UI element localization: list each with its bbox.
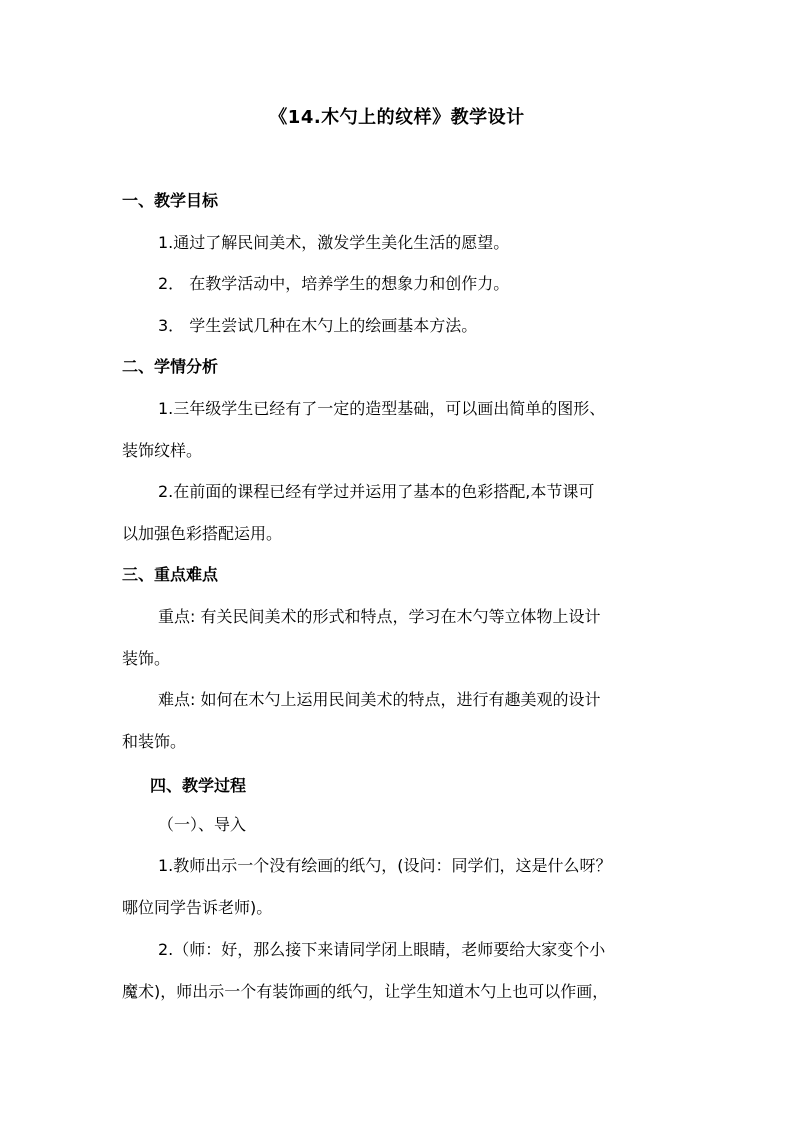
section-heading-teaching-process: 四、教学过程 [150, 776, 247, 795]
process-item-2-line-2: 魔术)，师出示一个有装饰画的纸勺，让学生知道木勺上也可以作画， [122, 982, 609, 1001]
analysis-item-2-line-1: 2.在前面的课程已经有学过并运用了基本的色彩搭配,本节课可 [158, 482, 595, 501]
difficult-point-line-1: 难点: 如何在木勺上运用民间美术的特点，进行有趣美观的设计 [158, 690, 601, 709]
section-heading-learner-analysis: 二、学情分析 [122, 357, 219, 376]
analysis-item-1-line-2: 装饰纹样。 [122, 441, 203, 460]
process-item-1-line-1: 1.教师出示一个没有绘画的纸勺，(设问：同学们，这是什么呀？ [158, 856, 612, 875]
goal-item-2: 2． 在教学活动中，培养学生的想象力和创作力。 [158, 274, 510, 293]
section-heading-key-difficult-points: 三、重点难点 [122, 565, 219, 584]
analysis-item-1-line-1: 1.三年级学生已经有了一定的造型基础，可以画出简单的图形、 [158, 399, 606, 418]
key-point-line-2: 装饰。 [122, 649, 171, 668]
section-heading-teaching-goals: 一、教学目标 [122, 191, 219, 210]
process-subheading-introduction: （一）、导入 [158, 815, 247, 834]
analysis-item-2-line-2: 以加强色彩搭配运用。 [122, 524, 283, 543]
process-item-2-line-1: 2.（师：好，那么接下来请同学闭上眼睛，老师要给大家变个小 [158, 940, 606, 959]
goal-item-3: 3． 学生尝试几种在木勺上的绘画基本方法。 [158, 316, 478, 335]
difficult-point-line-2: 和装饰。 [122, 732, 187, 751]
goal-item-1: 1.通过了解民间美术，激发学生美化生活的愿望。 [158, 233, 510, 252]
key-point-line-1: 重点: 有关民间美术的形式和特点，学习在木勺等立体物上设计 [158, 607, 601, 626]
process-item-1-line-2: 哪位同学告诉老师)。 [122, 898, 273, 917]
document-title: 《14.木勺上的纹样》教学设计 [269, 107, 525, 128]
